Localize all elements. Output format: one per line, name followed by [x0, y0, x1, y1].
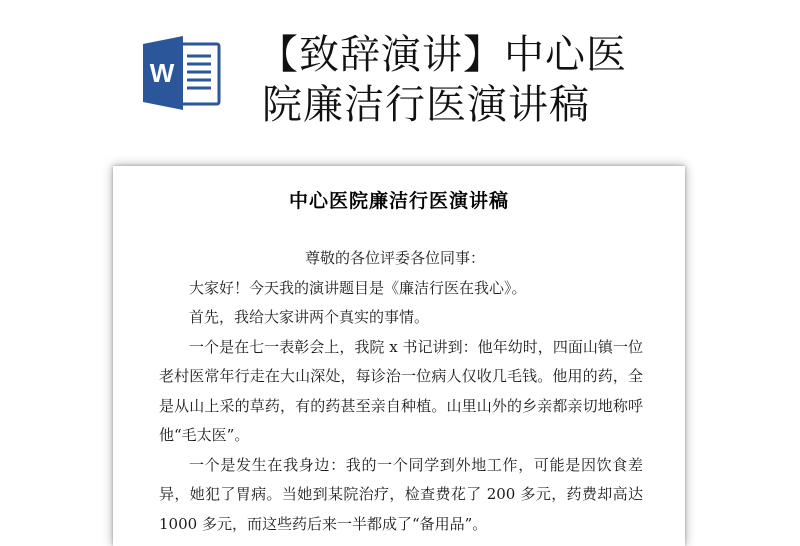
banner-title	[250, 30, 790, 130]
paragraph: 一个是发生在我身边：我的一个同学到外地工作，可能是因饮食差异，她犯了胃病。当她到某院治疗，检查费花了 200 多元，药费却高达 1000 多元，而这些药后来一半都成了“备用品”。	[159, 455, 643, 533]
paragraph: 一个是在七一表彰会上，我院 x 书记讲到：他年幼时，四面山镇一位老村医常年行走在大山深处，每诊治一位病人仅收几毛钱。他用的药，全是从山上采的草药，有的药甚至亲自种植。山里山外的乡亲都亲切地称呼他“毛太医”。	[159, 337, 643, 444]
document-body	[159, 244, 643, 539]
banner-title-line-2: 院廉洁行医演讲稿	[262, 82, 590, 128]
paragraph: 首先，我给大家讲两个真实的事情。	[189, 308, 430, 326]
document-title: 中心医院廉洁行医演讲稿	[288, 190, 509, 212]
document-page	[113, 166, 685, 546]
greeting-paragraph: 尊敬的各位评委各位同事：	[305, 249, 486, 267]
banner	[0, 0, 800, 140]
word-document-icon	[141, 36, 221, 110]
banner-title-line-1: 【致辞演讲】中心医	[258, 32, 627, 78]
word-icon-letter: W	[149, 58, 175, 88]
paragraph: 大家好！今天我的演讲题目是《廉洁行医在我心》。	[189, 278, 527, 297]
